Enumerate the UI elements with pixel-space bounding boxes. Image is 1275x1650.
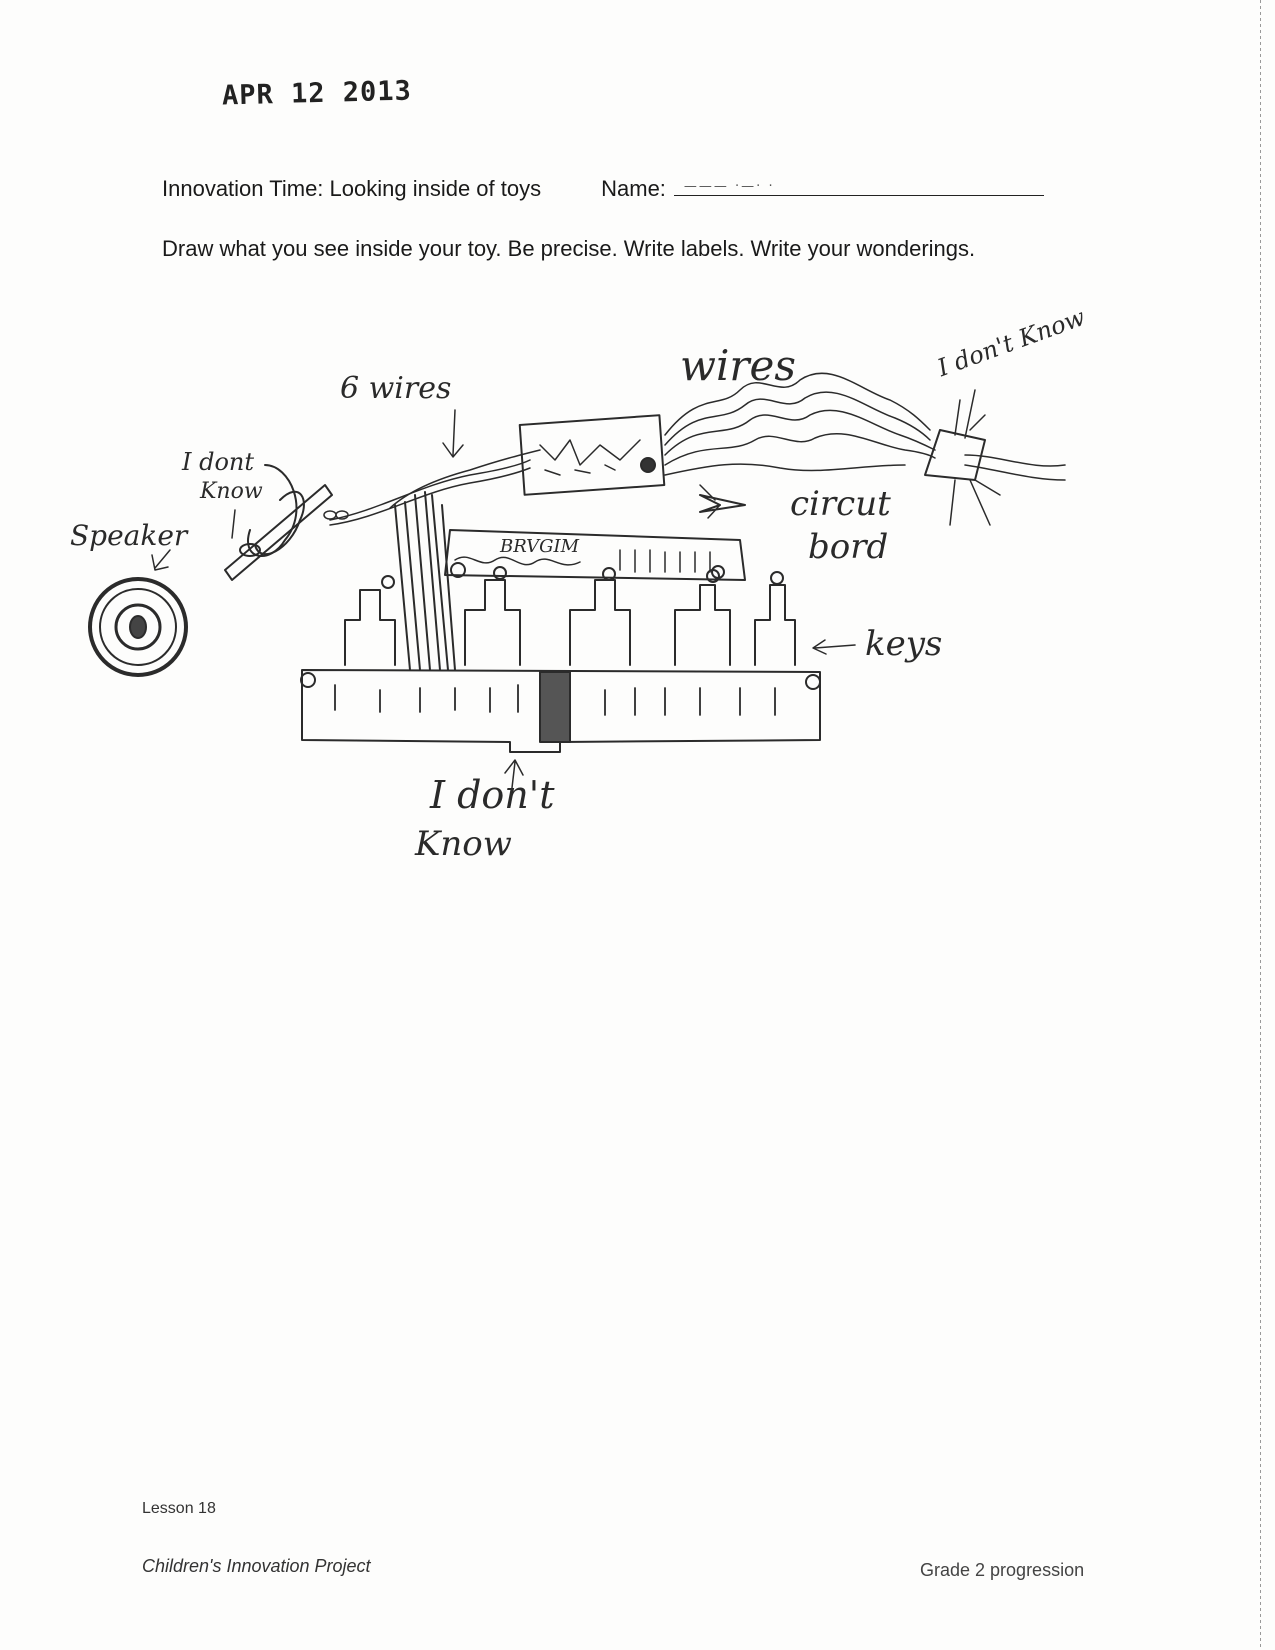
- arrow-left-dont-know: [232, 510, 235, 538]
- label-circuit-2: bord: [808, 527, 889, 567]
- arrow-six-wires: [443, 410, 463, 457]
- footer-grade: Grade 2 progression: [920, 1560, 1085, 1580]
- label-dont-know-bottom-2: Know: [415, 824, 512, 864]
- worksheet-instructions: Draw what you see inside your toy. Be precise. Write labels. Write your wonderings.: [162, 236, 976, 261]
- label-dont-know-top-right: I don't Know: [933, 302, 1089, 383]
- label-six-wires: 6 wires: [340, 371, 452, 406]
- label-wires: wires: [680, 341, 796, 390]
- circuit-arrow: [700, 495, 745, 512]
- label-dont-know-left-2: Know: [200, 479, 263, 504]
- label-keys: keys: [865, 624, 943, 664]
- circuit-board-markings: BRVGIM: [500, 536, 580, 557]
- circuit-board-top: [520, 415, 665, 495]
- label-circuit-1: circut: [790, 484, 891, 524]
- label-dont-know-bottom-1: I don't: [430, 773, 555, 817]
- wires-drawing-left: [324, 450, 540, 525]
- circuit-board-middle: [445, 530, 745, 580]
- footer-project: Children's Innovation Project: [142, 1556, 371, 1576]
- date-stamp: APR 12 2013: [221, 75, 413, 112]
- name-label: Name:: [601, 176, 666, 201]
- student-drawing: [0, 280, 1275, 900]
- worksheet-title: Innovation Time: Looking inside of toys: [162, 176, 542, 201]
- six-wires-bundle: [395, 492, 455, 670]
- footer-lesson: Lesson 18: [142, 1500, 216, 1517]
- worksheet-header: [162, 176, 1092, 202]
- label-speaker: Speaker: [70, 519, 188, 552]
- arrow-keys: [813, 640, 855, 654]
- label-dont-know-left-1: I dont: [182, 448, 255, 476]
- scan-edge-line: [1260, 0, 1261, 1650]
- keyboard-base: [301, 670, 820, 752]
- speaker-drawing: [90, 579, 186, 675]
- name-field: [674, 177, 1044, 196]
- arrow-speaker: [152, 550, 170, 570]
- name-value: ——— ·—· ·: [683, 179, 775, 194]
